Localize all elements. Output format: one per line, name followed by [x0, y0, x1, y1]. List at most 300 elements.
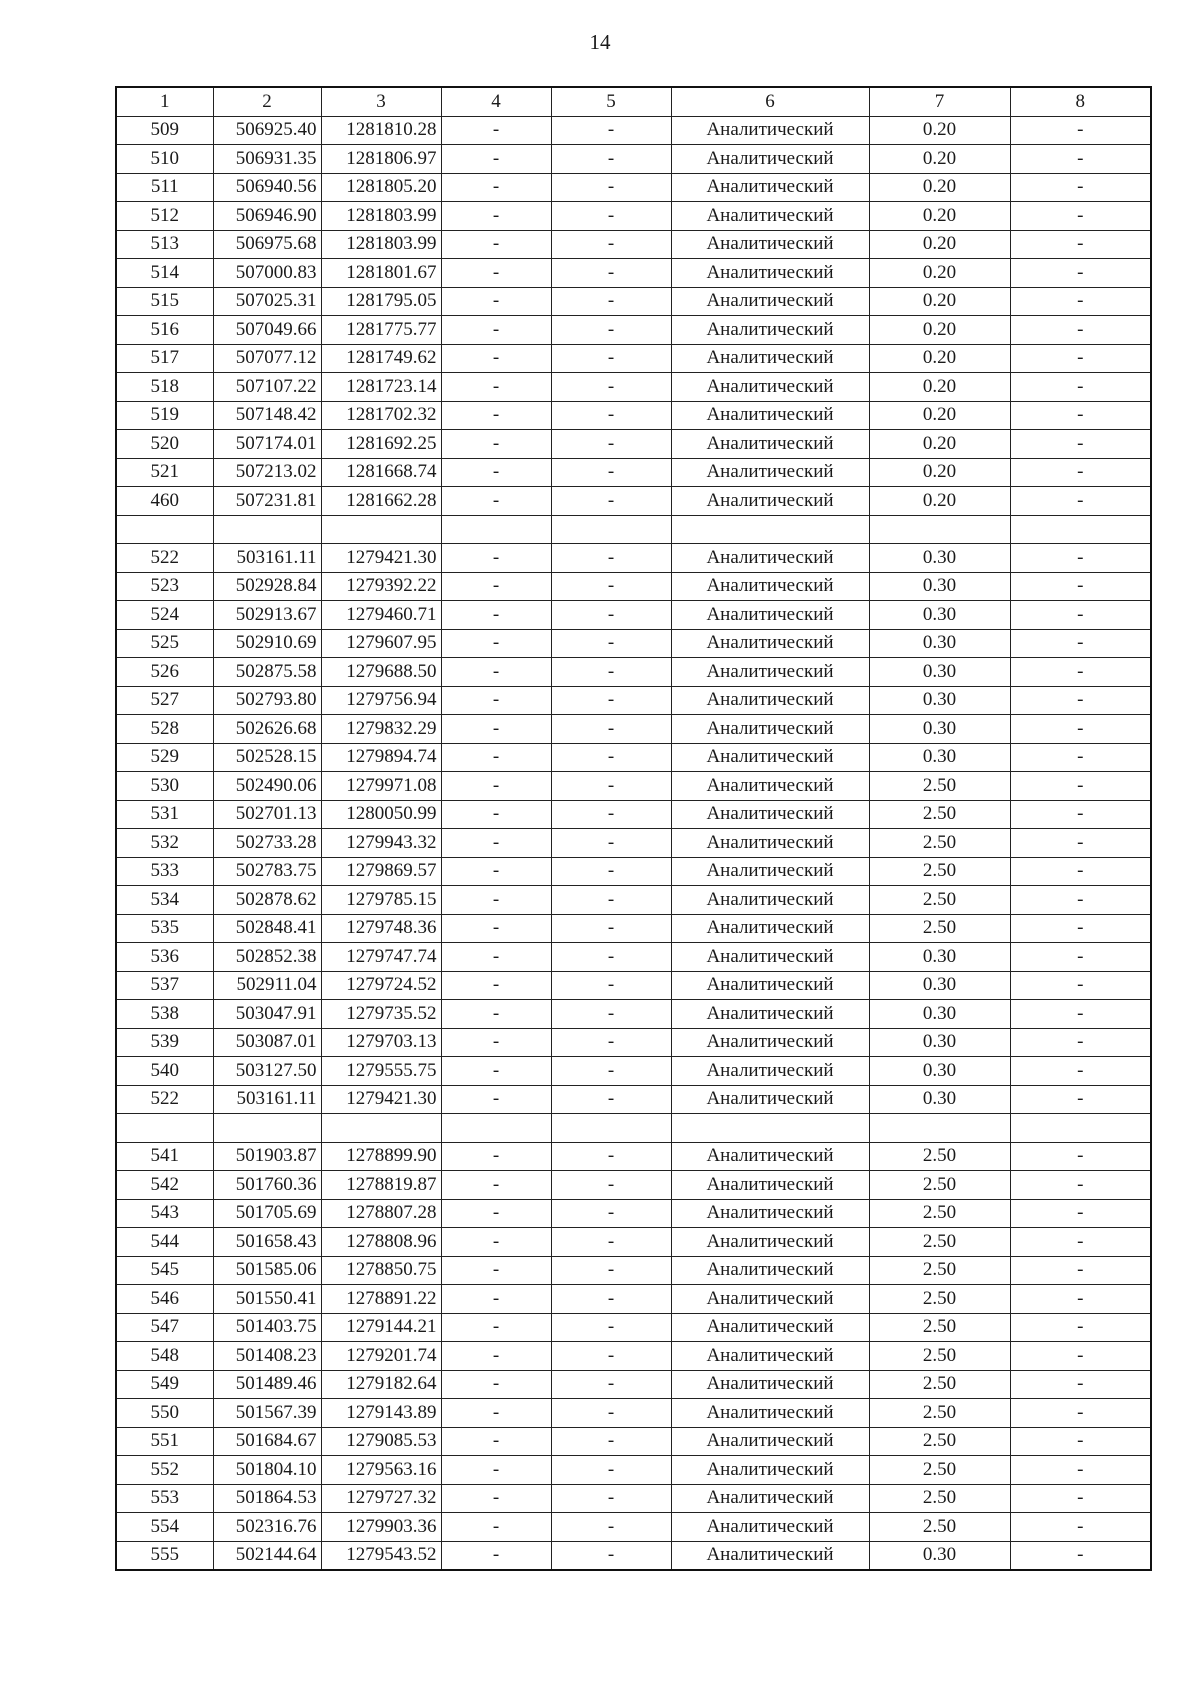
accuracy-cell: 2.50 [869, 1342, 1010, 1371]
method-cell: Аналитический [671, 1085, 869, 1114]
header-cell-3: 3 [321, 87, 441, 116]
accuracy-cell: 2.50 [869, 914, 1010, 943]
header-cell-4: 4 [441, 87, 551, 116]
table-row [116, 1114, 1151, 1143]
column-5-cell: - [551, 458, 671, 487]
column-4-cell: - [441, 202, 551, 231]
column-8-cell: - [1010, 800, 1151, 829]
column-4-cell: - [441, 800, 551, 829]
x-coordinate-cell: 502528.15 [213, 743, 321, 772]
column-8-cell: - [1010, 1370, 1151, 1399]
column-4-cell: - [441, 145, 551, 174]
point-number-cell: 539 [116, 1028, 213, 1057]
point-number-cell: 525 [116, 629, 213, 658]
method-cell: Аналитический [671, 971, 869, 1000]
column-4-cell: - [441, 629, 551, 658]
column-5-cell: - [551, 1513, 671, 1542]
x-coordinate-cell: 501567.39 [213, 1399, 321, 1428]
column-8-cell: - [1010, 116, 1151, 145]
x-coordinate-cell: 507049.66 [213, 316, 321, 345]
accuracy-cell: 0.30 [869, 1000, 1010, 1029]
column-5-cell: - [551, 173, 671, 202]
column-8-cell: - [1010, 544, 1151, 573]
column-5-cell: - [551, 829, 671, 858]
accuracy-cell: 0.20 [869, 230, 1010, 259]
method-cell: Аналитический [671, 629, 869, 658]
column-8-cell: - [1010, 1085, 1151, 1114]
column-5-cell: - [551, 1370, 671, 1399]
point-number-cell: 522 [116, 1085, 213, 1114]
accuracy-cell: 0.20 [869, 430, 1010, 459]
x-coordinate-cell: 502701.13 [213, 800, 321, 829]
column-5-cell: - [551, 1228, 671, 1257]
column-8-cell: - [1010, 1142, 1151, 1171]
accuracy-cell: 2.50 [869, 1285, 1010, 1314]
table-row [116, 202, 1151, 231]
column-8-cell: - [1010, 971, 1151, 1000]
point-number-cell: 537 [116, 971, 213, 1000]
y-coordinate-cell: 1281662.28 [321, 487, 441, 516]
column-4-cell: - [441, 401, 551, 430]
column-5-cell: - [551, 800, 671, 829]
y-coordinate-cell: 1278891.22 [321, 1285, 441, 1314]
x-coordinate-cell: 502928.84 [213, 572, 321, 601]
table-row [116, 487, 1151, 516]
method-cell: Аналитический [671, 145, 869, 174]
y-coordinate-cell: 1278899.90 [321, 1142, 441, 1171]
column-4-cell: - [441, 914, 551, 943]
column-5-cell: - [551, 886, 671, 915]
table-row [116, 857, 1151, 886]
method-cell: Аналитический [671, 487, 869, 516]
point-number-cell: 548 [116, 1342, 213, 1371]
method-cell: Аналитический [671, 1000, 869, 1029]
accuracy-cell: 0.30 [869, 943, 1010, 972]
x-coordinate-cell: 501585.06 [213, 1256, 321, 1285]
y-coordinate-cell: 1279460.71 [321, 601, 441, 630]
column-4-cell: - [441, 743, 551, 772]
column-4-cell: - [441, 287, 551, 316]
column-4-cell: - [441, 487, 551, 516]
column-4-cell: - [441, 1484, 551, 1513]
method-cell: Аналитический [671, 1228, 869, 1257]
y-coordinate-cell: 1281702.32 [321, 401, 441, 430]
column-4-cell: - [441, 1057, 551, 1086]
y-coordinate-cell: 1279756.94 [321, 686, 441, 715]
x-coordinate-cell [213, 1114, 321, 1143]
column-5-cell: - [551, 1256, 671, 1285]
x-coordinate-cell: 503127.50 [213, 1057, 321, 1086]
x-coordinate-cell: 502144.64 [213, 1541, 321, 1570]
method-cell: Аналитический [671, 1313, 869, 1342]
x-coordinate-cell: 507000.83 [213, 259, 321, 288]
column-5-cell: - [551, 544, 671, 573]
table-row [116, 686, 1151, 715]
table-row [116, 772, 1151, 801]
accuracy-cell: 0.30 [869, 743, 1010, 772]
column-5-cell: - [551, 1456, 671, 1485]
accuracy-cell: 2.50 [869, 1484, 1010, 1513]
column-8-cell: - [1010, 1456, 1151, 1485]
column-4-cell [441, 515, 551, 544]
method-cell [671, 1114, 869, 1143]
accuracy-cell: 2.50 [869, 1228, 1010, 1257]
method-cell: Аналитический [671, 401, 869, 430]
column-5-cell: - [551, 601, 671, 630]
column-4-cell: - [441, 1456, 551, 1485]
table-row [116, 1427, 1151, 1456]
point-number-cell [116, 1114, 213, 1143]
column-4-cell: - [441, 1171, 551, 1200]
x-coordinate-cell: 501760.36 [213, 1171, 321, 1200]
column-8-cell: - [1010, 373, 1151, 402]
method-cell: Аналитический [671, 373, 869, 402]
column-4-cell: - [441, 259, 551, 288]
column-8-cell: - [1010, 1256, 1151, 1285]
method-cell: Аналитический [671, 1370, 869, 1399]
method-cell: Аналитический [671, 1513, 869, 1542]
accuracy-cell: 0.30 [869, 572, 1010, 601]
point-number-cell: 517 [116, 344, 213, 373]
point-number-cell: 528 [116, 715, 213, 744]
column-4-cell: - [441, 1370, 551, 1399]
point-number-cell: 540 [116, 1057, 213, 1086]
y-coordinate-cell: 1281806.97 [321, 145, 441, 174]
x-coordinate-cell: 501408.23 [213, 1342, 321, 1371]
point-number-cell: 523 [116, 572, 213, 601]
column-4-cell: - [441, 173, 551, 202]
column-8-cell: - [1010, 1484, 1151, 1513]
column-8-cell: - [1010, 1285, 1151, 1314]
y-coordinate-cell: 1279943.32 [321, 829, 441, 858]
point-number-cell: 513 [116, 230, 213, 259]
column-8-cell: - [1010, 458, 1151, 487]
method-cell: Аналитический [671, 1342, 869, 1371]
y-coordinate-cell: 1279555.75 [321, 1057, 441, 1086]
column-5-cell: - [551, 1000, 671, 1029]
x-coordinate-cell: 503161.11 [213, 544, 321, 573]
accuracy-cell: 0.20 [869, 344, 1010, 373]
accuracy-cell: 0.30 [869, 686, 1010, 715]
table-row [116, 230, 1151, 259]
accuracy-cell: 0.30 [869, 658, 1010, 687]
x-coordinate-cell: 507231.81 [213, 487, 321, 516]
column-5-cell: - [551, 145, 671, 174]
point-number-cell: 509 [116, 116, 213, 145]
column-5-cell: - [551, 743, 671, 772]
method-cell: Аналитический [671, 857, 869, 886]
column-8-cell: - [1010, 886, 1151, 915]
column-8-cell: - [1010, 1199, 1151, 1228]
column-5-cell: - [551, 1199, 671, 1228]
table-row [116, 544, 1151, 573]
point-number-cell: 553 [116, 1484, 213, 1513]
accuracy-cell: 0.30 [869, 544, 1010, 573]
column-4-cell: - [441, 1342, 551, 1371]
column-8-cell [1010, 515, 1151, 544]
column-4-cell: - [441, 316, 551, 345]
accuracy-cell: 0.20 [869, 401, 1010, 430]
x-coordinate-cell: 501903.87 [213, 1142, 321, 1171]
y-coordinate-cell: 1281668.74 [321, 458, 441, 487]
column-5-cell: - [551, 772, 671, 801]
column-8-cell: - [1010, 1342, 1151, 1371]
column-4-cell: - [441, 686, 551, 715]
accuracy-cell: 0.20 [869, 487, 1010, 516]
column-8-cell: - [1010, 1171, 1151, 1200]
y-coordinate-cell: 1281795.05 [321, 287, 441, 316]
y-coordinate-cell: 1279724.52 [321, 971, 441, 1000]
point-number-cell: 512 [116, 202, 213, 231]
y-coordinate-cell: 1279727.32 [321, 1484, 441, 1513]
accuracy-cell: 2.50 [869, 772, 1010, 801]
x-coordinate-cell: 502852.38 [213, 943, 321, 972]
column-8-cell: - [1010, 1028, 1151, 1057]
column-8-cell: - [1010, 1000, 1151, 1029]
table-row [116, 658, 1151, 687]
column-8-cell: - [1010, 572, 1151, 601]
column-4-cell: - [441, 430, 551, 459]
column-5-cell: - [551, 715, 671, 744]
column-4-cell: - [441, 116, 551, 145]
column-8-cell: - [1010, 914, 1151, 943]
column-4-cell: - [441, 1085, 551, 1114]
column-4-cell: - [441, 943, 551, 972]
method-cell: Аналитический [671, 287, 869, 316]
table-row [116, 1028, 1151, 1057]
x-coordinate-cell: 506940.56 [213, 173, 321, 202]
table-row [116, 1513, 1151, 1542]
y-coordinate-cell: 1281803.99 [321, 230, 441, 259]
x-coordinate-cell: 502875.58 [213, 658, 321, 687]
table-row [116, 173, 1151, 202]
column-5-cell: - [551, 287, 671, 316]
method-cell: Аналитический [671, 202, 869, 231]
point-number-cell: 542 [116, 1171, 213, 1200]
column-5-cell: - [551, 259, 671, 288]
accuracy-cell: 0.20 [869, 458, 1010, 487]
accuracy-cell: 2.50 [869, 1142, 1010, 1171]
column-4-cell: - [441, 1199, 551, 1228]
column-8-cell: - [1010, 230, 1151, 259]
column-8-cell: - [1010, 686, 1151, 715]
column-5-cell: - [551, 316, 671, 345]
accuracy-cell: 2.50 [869, 1399, 1010, 1428]
y-coordinate-cell: 1279735.52 [321, 1000, 441, 1029]
column-5-cell: - [551, 1142, 671, 1171]
table-row [116, 1342, 1151, 1371]
accuracy-cell: 0.30 [869, 601, 1010, 630]
column-4-cell: - [441, 601, 551, 630]
method-cell: Аналитический [671, 259, 869, 288]
y-coordinate-cell: 1279392.22 [321, 572, 441, 601]
column-5-cell: - [551, 1427, 671, 1456]
x-coordinate-cell: 506925.40 [213, 116, 321, 145]
y-coordinate-cell: 1279201.74 [321, 1342, 441, 1371]
point-number-cell: 529 [116, 743, 213, 772]
column-5-cell: - [551, 1342, 671, 1371]
column-4-cell: - [441, 1285, 551, 1314]
accuracy-cell: 0.20 [869, 202, 1010, 231]
method-cell [671, 515, 869, 544]
point-number-cell: 543 [116, 1199, 213, 1228]
point-number-cell: 518 [116, 373, 213, 402]
table-row [116, 572, 1151, 601]
table-row [116, 373, 1151, 402]
column-4-cell: - [441, 344, 551, 373]
column-4-cell: - [441, 1256, 551, 1285]
method-cell: Аналитический [671, 116, 869, 145]
y-coordinate-cell: 1279421.30 [321, 1085, 441, 1114]
accuracy-cell: 0.20 [869, 316, 1010, 345]
column-5-cell [551, 515, 671, 544]
y-coordinate-cell: 1281801.67 [321, 259, 441, 288]
x-coordinate-cell: 503047.91 [213, 1000, 321, 1029]
x-coordinate-cell: 501804.10 [213, 1456, 321, 1485]
accuracy-cell: 0.30 [869, 629, 1010, 658]
y-coordinate-cell: 1281692.25 [321, 430, 441, 459]
x-coordinate-cell: 507174.01 [213, 430, 321, 459]
table-row [116, 1228, 1151, 1257]
accuracy-cell: 2.50 [869, 829, 1010, 858]
column-4-cell: - [441, 1513, 551, 1542]
method-cell: Аналитический [671, 173, 869, 202]
table-row [116, 430, 1151, 459]
column-8-cell [1010, 1114, 1151, 1143]
y-coordinate-cell: 1278808.96 [321, 1228, 441, 1257]
x-coordinate-cell: 501864.53 [213, 1484, 321, 1513]
x-coordinate-cell: 507025.31 [213, 287, 321, 316]
y-coordinate-cell: 1278807.28 [321, 1199, 441, 1228]
header-cell-8: 8 [1010, 87, 1151, 116]
column-8-cell: - [1010, 1057, 1151, 1086]
table-row [116, 401, 1151, 430]
y-coordinate-cell: 1279748.36 [321, 914, 441, 943]
column-4-cell [441, 1114, 551, 1143]
method-cell: Аналитический [671, 572, 869, 601]
accuracy-cell: 0.20 [869, 116, 1010, 145]
x-coordinate-cell: 507107.22 [213, 373, 321, 402]
x-coordinate-cell: 506975.68 [213, 230, 321, 259]
column-4-cell: - [441, 772, 551, 801]
method-cell: Аналитический [671, 886, 869, 915]
y-coordinate-cell: 1279607.95 [321, 629, 441, 658]
column-5-cell: - [551, 1028, 671, 1057]
method-cell: Аналитический [671, 544, 869, 573]
column-8-cell: - [1010, 487, 1151, 516]
method-cell: Аналитический [671, 1256, 869, 1285]
column-8-cell: - [1010, 829, 1151, 858]
table-row [116, 715, 1151, 744]
column-8-cell: - [1010, 259, 1151, 288]
column-4-cell: - [441, 1399, 551, 1428]
point-number-cell: 524 [116, 601, 213, 630]
column-5-cell: - [551, 857, 671, 886]
table-header [116, 87, 1151, 116]
column-8-cell: - [1010, 1399, 1151, 1428]
method-cell: Аналитический [671, 1199, 869, 1228]
point-number-cell: 514 [116, 259, 213, 288]
point-number-cell: 541 [116, 1142, 213, 1171]
column-5-cell: - [551, 344, 671, 373]
method-cell: Аналитический [671, 344, 869, 373]
method-cell: Аналитический [671, 1028, 869, 1057]
table-row [116, 1199, 1151, 1228]
accuracy-cell: 2.50 [869, 857, 1010, 886]
column-5-cell: - [551, 230, 671, 259]
header-cell-5: 5 [551, 87, 671, 116]
column-4-cell: - [441, 829, 551, 858]
point-number-cell: 532 [116, 829, 213, 858]
y-coordinate-cell: 1279894.74 [321, 743, 441, 772]
column-4-cell: - [441, 971, 551, 1000]
column-4-cell: - [441, 1028, 551, 1057]
x-coordinate-cell: 502626.68 [213, 715, 321, 744]
table-body [116, 116, 1151, 1570]
table-row [116, 344, 1151, 373]
point-number-cell: 510 [116, 145, 213, 174]
x-coordinate-cell: 502793.80 [213, 686, 321, 715]
table-row [116, 829, 1151, 858]
y-coordinate-cell: 1278850.75 [321, 1256, 441, 1285]
table-row [116, 1057, 1151, 1086]
method-cell: Аналитический [671, 430, 869, 459]
column-8-cell: - [1010, 1541, 1151, 1570]
column-8-cell: - [1010, 1513, 1151, 1542]
x-coordinate-cell: 503161.11 [213, 1085, 321, 1114]
y-coordinate-cell: 1281749.62 [321, 344, 441, 373]
accuracy-cell: 0.30 [869, 1541, 1010, 1570]
x-coordinate-cell [213, 515, 321, 544]
column-8-cell: - [1010, 145, 1151, 174]
column-5-cell: - [551, 1171, 671, 1200]
point-number-cell: 551 [116, 1427, 213, 1456]
method-cell: Аналитический [671, 658, 869, 687]
column-5-cell: - [551, 686, 671, 715]
accuracy-cell: 2.50 [869, 1370, 1010, 1399]
y-coordinate-cell: 1279143.89 [321, 1399, 441, 1428]
column-5-cell [551, 1114, 671, 1143]
column-4-cell: - [441, 1313, 551, 1342]
column-5-cell: - [551, 1484, 671, 1513]
point-number-cell: 538 [116, 1000, 213, 1029]
accuracy-cell: 2.50 [869, 1427, 1010, 1456]
header-cell-2: 2 [213, 87, 321, 116]
y-coordinate-cell: 1279971.08 [321, 772, 441, 801]
method-cell: Аналитический [671, 1142, 869, 1171]
method-cell: Аналитический [671, 1456, 869, 1485]
accuracy-cell: 2.50 [869, 1456, 1010, 1485]
table-row [116, 116, 1151, 145]
accuracy-cell [869, 515, 1010, 544]
table-row [116, 971, 1151, 1000]
point-number-cell: 550 [116, 1399, 213, 1428]
point-number-cell: 530 [116, 772, 213, 801]
point-number-cell: 519 [116, 401, 213, 430]
point-number-cell: 460 [116, 487, 213, 516]
table-row [116, 316, 1151, 345]
accuracy-cell: 0.30 [869, 1057, 1010, 1086]
column-5-cell: - [551, 971, 671, 1000]
header-cell-6: 6 [671, 87, 869, 116]
column-4-cell: - [441, 857, 551, 886]
x-coordinate-cell: 502878.62 [213, 886, 321, 915]
y-coordinate-cell: 1279832.29 [321, 715, 441, 744]
x-coordinate-cell: 502316.76 [213, 1513, 321, 1542]
column-8-cell: - [1010, 715, 1151, 744]
x-coordinate-cell: 507148.42 [213, 401, 321, 430]
column-8-cell: - [1010, 401, 1151, 430]
